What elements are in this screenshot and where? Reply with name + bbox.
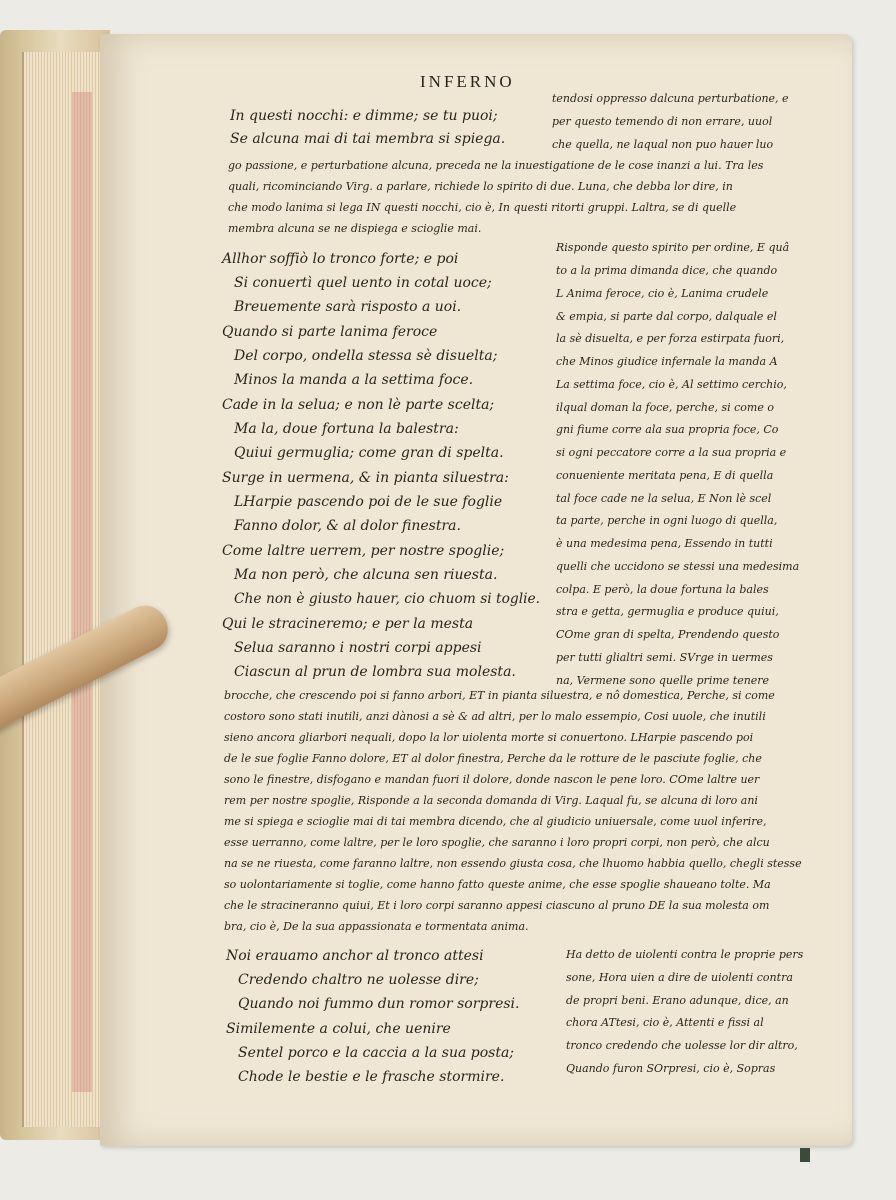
verse-line: Fanno dolor, & al dolor finestra. <box>234 518 461 534</box>
verse-line: Ciascun al prun de lombra sua molesta. <box>234 664 516 680</box>
verse-line: Quiui germuglia; come gran di spelta. <box>234 445 504 461</box>
commentary-line: che modo lanima si lega IN questi nocchi, cio è, In questi ritorti gruppi. Laltra, se di quelle <box>228 201 737 214</box>
commentary-line: La settima foce, cio è, Al settimo cerchio, <box>556 378 787 391</box>
commentary-line: colpa. E però, la doue fortuna la bales <box>556 583 769 596</box>
commentary-line: sone, Hora uien a dire de uiolenti contra <box>566 971 793 984</box>
commentary-line: de le sue foglie Fanno dolore, ET al dolor finestra, Perche da le rotture de le pasciute foglie, che <box>224 752 762 765</box>
verse-line: Cade in la selua; e non lè parte scelta; <box>222 397 495 413</box>
running-header: INFERNO <box>420 72 515 91</box>
commentary-line: & empia, si parte dal corpo, dalquale el <box>556 310 777 323</box>
commentary-line: de propri beni. Erano adunque, dice, an <box>566 994 789 1007</box>
verse-line: Si conuertì quel uento in cotal uoce; <box>234 275 492 291</box>
commentary-line: go passione, e perturbatione alcuna, preceda ne la inuestigatione de le cose inanzi a lui. Tra les <box>228 159 764 172</box>
verse-line: Similemente a colui, che uenire <box>226 1021 451 1037</box>
commentary-line: membra alcuna se ne dispiega e scioglie mai. <box>228 222 482 235</box>
commentary-line: costoro sono stati inutili, anzi dànosi a sè & ad altri, per lo malo essempio, Cosi uuole, che inutili <box>224 710 766 723</box>
commentary-line: la sè disuelta, e per forza estirpata fuori, <box>556 332 785 345</box>
commentary-line: na, Vermene sono quelle prime tenere <box>556 674 770 687</box>
commentary-line: esse uerranno, come laltre, per le loro spoglie, che saranno i loro propri corpi, non però, che alcu <box>224 836 770 849</box>
commentary-line: Ha detto de uiolenti contra le proprie pers <box>566 948 804 961</box>
commentary-line: stra e getta, germuglia e produce quiui, <box>556 605 779 618</box>
commentary-line: che quella, ne laqual non puo hauer luo <box>552 138 774 151</box>
commentary-line: è una medesima pena, Essendo in tutti <box>556 537 773 550</box>
commentary-line: chora ATtesi, cio è, Attenti e fissi al <box>566 1016 764 1029</box>
commentary-line: che le stracineranno quiui, Et i loro corpi saranno appesi ciascuno al pruno DE la sua molesta om <box>224 899 770 912</box>
verse-line: Noi erauamo anchor al tronco attesi <box>226 948 484 964</box>
commentary-line: si ogni peccatore corre a la sua propria e <box>556 446 787 459</box>
commentary-line: Quando furon SOrpresi, cio è, Sopras <box>566 1062 776 1075</box>
commentary-line: quelli che uccidono se stessi una medesima <box>556 560 800 573</box>
commentary-line: sono le finestre, disfogano e mandan fuori il dolore, donde nascon le pene loro. COme laltre uer <box>224 773 760 786</box>
commentary-line: conueniente meritata pena, E di quella <box>556 469 774 482</box>
verse-line: Qui le stracineremo; e per la mesta <box>222 616 474 632</box>
verse-line: Selua saranno i nostri corpi appesi <box>234 640 482 656</box>
commentary-line: gni fiume corre ala sua propria foce, Co <box>556 423 779 436</box>
commentary-line: so uolontariamente si toglie, come hanno fatto queste anime, che esse spoglie shaueano tolte. Ma <box>224 878 771 891</box>
commentary-line: na se ne riuesta, come faranno laltre, non essendo giusta cosa, che lhuomo habbia quello, chegli stesse <box>224 857 802 870</box>
page-edges <box>22 52 106 1127</box>
book-page <box>100 34 852 1146</box>
verse-line: LHarpie pascendo poi de le sue foglie <box>234 494 503 510</box>
commentary-line: L Anima feroce, cio è, Lanima crudele <box>556 287 769 300</box>
verse-line: Surge in uermena, & in pianta siluestra: <box>222 470 509 486</box>
commentary-line: tal foce cade ne la selua, E Non lè scel <box>556 492 772 505</box>
verse-line: Sentel porco e la caccia a la sua posta; <box>238 1045 515 1061</box>
verse-line: Come laltre uerrem, per nostre spoglie; <box>222 543 505 559</box>
verse-line: Del corpo, ondella stessa sè disuelta; <box>234 348 498 364</box>
verse-line: Ma la, doue fortuna la balestra: <box>234 421 459 437</box>
verse-line: Chode le bestie e le frasche stormire. <box>238 1069 505 1085</box>
verse-line: Che non è giusto hauer, cio chuom si toglie. <box>234 591 541 607</box>
commentary-line: sieno ancora gliarbori nequali, dopo la lor uiolenta morte si conuertono. LHarpie pascendo poi <box>224 731 754 744</box>
commentary-line: rem per nostre spoglie, Risponde a la seconda domanda di Virg. Laqual fu, se alcuna di loro ani <box>224 794 758 807</box>
commentary-line: bra, cio è, De la sua appassionata e tormentata anima. <box>224 920 529 933</box>
commentary-line: ta parte, perche in ogni luogo di quella, <box>556 514 778 527</box>
commentary-line: per questo temendo di non errare, uuol <box>552 115 773 128</box>
commentary-line: to a la prima dimanda dice, che quando <box>556 264 778 277</box>
commentary-line: tronco credendo che uolesse lor dir altro, <box>566 1039 798 1052</box>
verse-line: Quando noi fummo dun romor sorpresi. <box>238 996 520 1012</box>
commentary-line: ilqual doman la foce, perche, si come o <box>556 401 774 414</box>
bookmark-ribbon <box>800 1148 810 1162</box>
verse-line: Minos la manda a la settima foce. <box>234 372 474 388</box>
commentary-line: brocche, che crescendo poi si fanno arbori, ET in pianta siluestra, e nô domestica, Perche, si come <box>224 689 775 702</box>
verse-line: In questi nocchi: e dimme; se tu puoi; <box>230 108 498 124</box>
verse-line: Allhor soffiò lo tronco forte; e poi <box>222 251 459 267</box>
verse-line: Quando si parte lanima feroce <box>222 324 438 340</box>
commentary-line: per tutti glialtri semi. SVrge in uermes <box>556 651 773 664</box>
commentary-line: Risponde questo spirito per ordine, E quâ <box>556 241 790 254</box>
commentary-line: che Minos giudice infernale la manda A <box>556 355 778 368</box>
verse-line: Ma non però, che alcuna sen riuesta. <box>234 567 498 583</box>
verse-line: Breuemente sarà risposto a uoi. <box>234 299 462 315</box>
commentary-line: quali, ricominciando Virg. a parlare, richiede lo spirito di due. Luna, che debba lor dire, in <box>228 180 733 193</box>
commentary-line: me si spiega e scioglie mai di tai membra dicendo, che al giudicio uniuersale, come uuol inferire, <box>224 815 767 828</box>
verse-line: Credendo chaltro ne uolesse dire; <box>238 972 479 988</box>
commentary-line: COme gran di spelta, Prendendo questo <box>556 628 780 641</box>
commentary-line: tendosi oppresso dalcuna perturbatione, e <box>552 92 789 105</box>
verse-line: Se alcuna mai di tai membra si spiega. <box>230 131 506 147</box>
